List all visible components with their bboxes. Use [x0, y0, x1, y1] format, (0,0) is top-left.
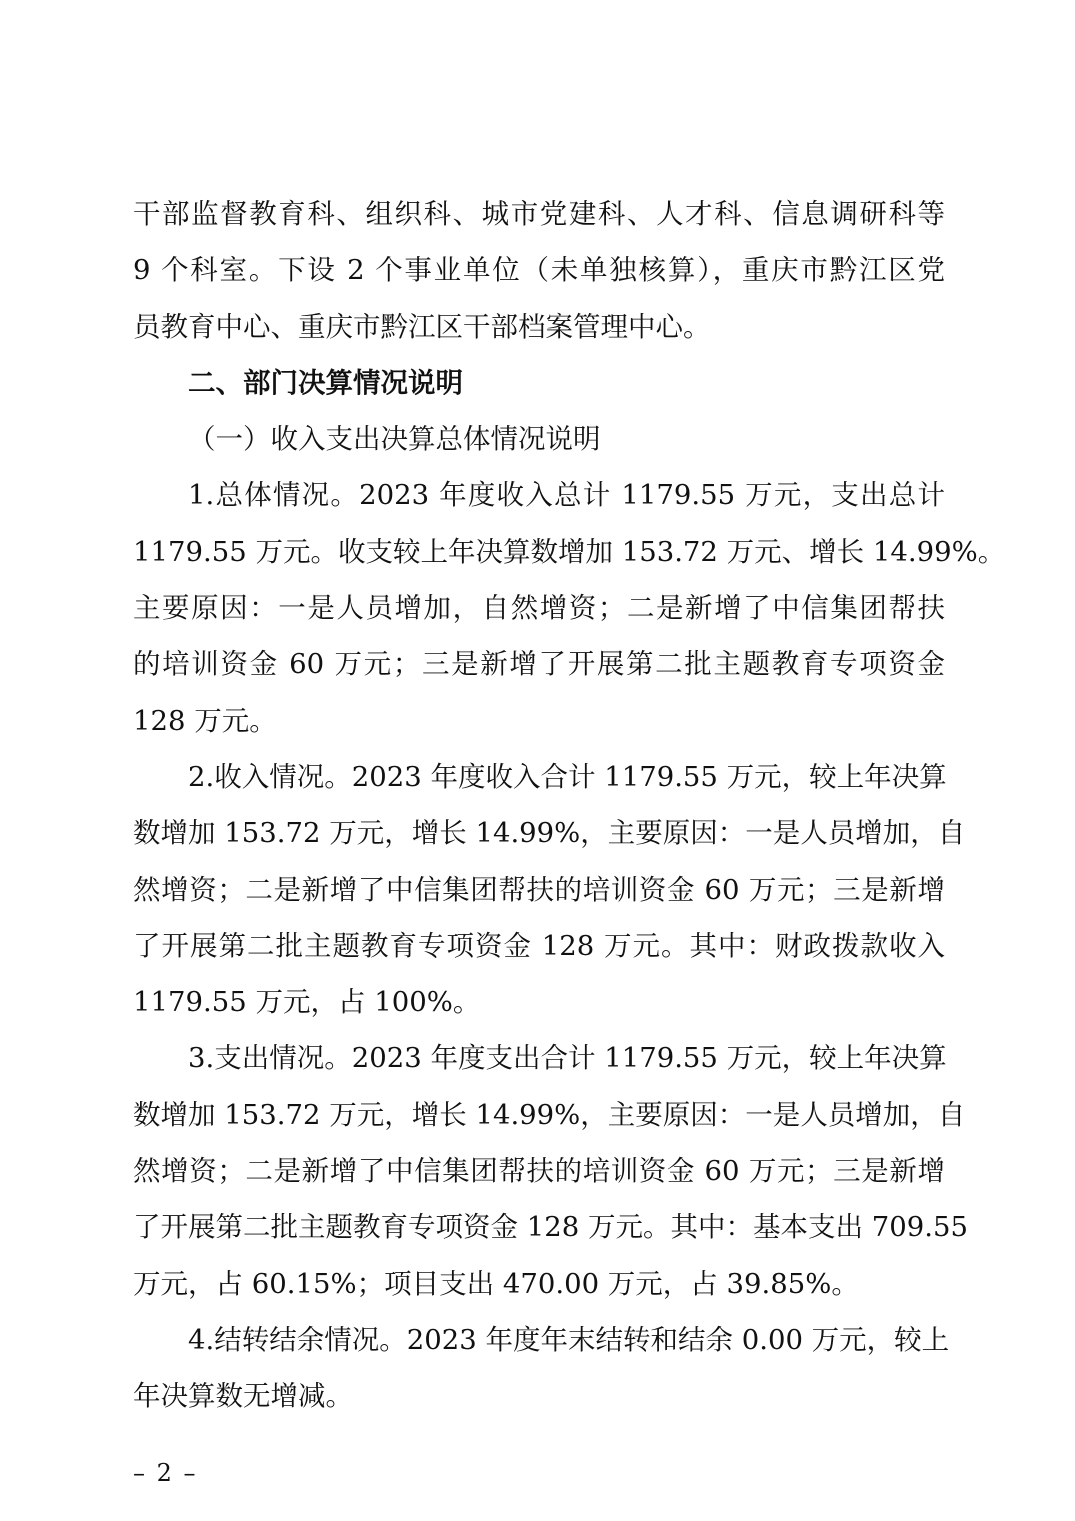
text-line: 9 个科室。下设 2 个事业单位（未单独核算），重庆市黔江区党	[133, 254, 945, 287]
income-paragraph	[133, 749, 966, 1030]
overall-paragraph	[133, 467, 1006, 748]
text-line: 了开展第二批主题教育专项资金 128 万元。其中：财政拨款收入	[133, 929, 945, 962]
subsection-heading: （一）收入支出决算总体情况说明	[188, 423, 601, 456]
intro-paragraph	[133, 186, 945, 355]
text-line: 1179.55 万元。收支较上年决算数增加 153.72 万元、增长 14.99%。	[133, 535, 1006, 568]
text-line: 了开展第二批主题教育专项资金 128 万元。其中：基本支出 709.55	[133, 1211, 968, 1244]
page-number: – 2 –	[133, 1459, 198, 1487]
text-line: 干部监督教育科、组织科、城市党建科、人才科、信息调研科等	[133, 198, 945, 230]
text-line: 数增加 153.72 万元，增长 14.99%，主要原因：一是人员增加，自	[133, 1098, 966, 1131]
text-line: 128 万元。	[133, 704, 277, 737]
text-line: 主要原因：一是人员增加，自然增资；二是新增了中信集团帮扶	[133, 592, 945, 625]
expenditure-paragraph	[133, 1030, 968, 1311]
text-line: 然增资；二是新增了中信集团帮扶的培训资金 60 万元；三是新增	[133, 1155, 945, 1188]
text-line: 然增资；二是新增了中信集团帮扶的培训资金 60 万元；三是新增	[133, 873, 945, 906]
text-line: 3.支出情况。2023 年度支出合计 1179.55 万元，较上年决算	[188, 1042, 947, 1075]
text-line: 1179.55 万元，占 100%。	[133, 986, 481, 1019]
text-line: 万元，占 60.15%；项目支出 470.00 万元，占 39.85%。	[133, 1267, 859, 1300]
text-line: 的培训资金 60 万元；三是新增了开展第二批主题教育专项资金	[133, 648, 945, 681]
text-line: 员教育中心、重庆市黔江区干部档案管理中心。	[133, 310, 711, 343]
text-line: 年决算数无增减。	[133, 1380, 353, 1413]
text-line: 4.结转结余情况。2023 年度年末结转和结余 0.00 万元，较上	[188, 1323, 950, 1356]
carryover-paragraph	[133, 1312, 950, 1425]
text-line: 数增加 153.72 万元，增长 14.99%，主要原因：一是人员增加，自	[133, 817, 966, 850]
document-body	[133, 186, 1006, 1425]
section-heading: 二、部门决算情况说明	[188, 366, 463, 399]
text-line: 1.总体情况。2023 年度收入总计 1179.55 万元，支出总计	[188, 479, 945, 512]
text-line: 2.收入情况。2023 年度收入合计 1179.55 万元，较上年决算	[188, 760, 947, 793]
